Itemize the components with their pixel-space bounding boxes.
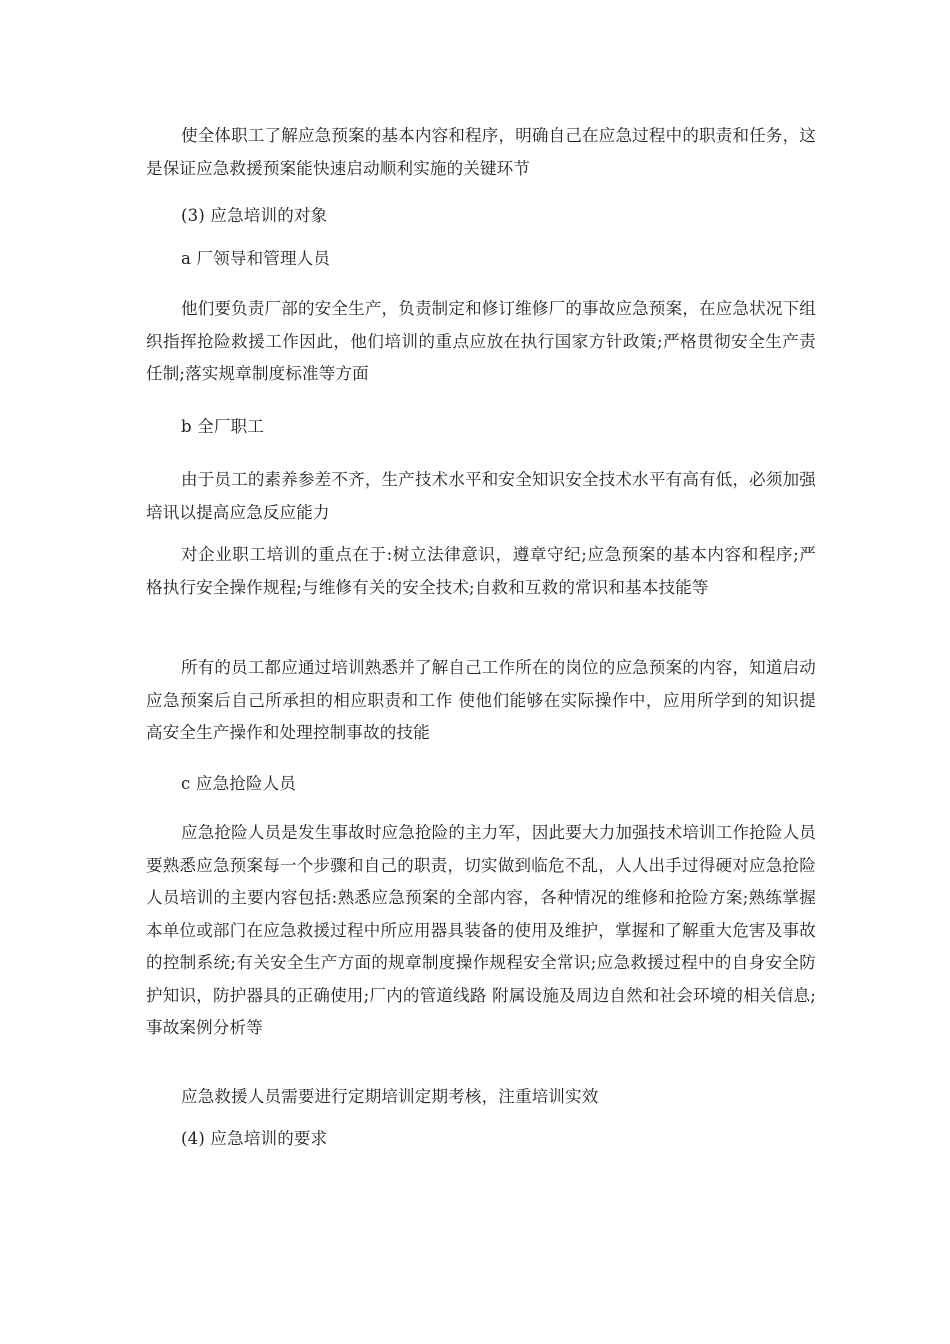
paragraph-staff-quality: 由于员工的素养参差不齐，生产技术水平和安全知识安全技术水平有高有低，必须加强培讯以提高应急反应能力 (146, 470, 816, 522)
subheading-emergency-responders: c 应急抢险人员 (181, 774, 297, 793)
paragraph-responders: 应急抢险人员是发生事故时应急抢险的主力军，因此要大力加强技术培训工作抢险人员要熟悉应急预案每一个步骤和自己的职责，切实做到临危不乱，人人出手过得硬对应急抢险人员培训的主要内容包括:熟悉应急预案的全部内容，各种情况的维修和抢险方案;熟练掌握本单位或部门在应急救援过程中所应用器具装备的使用及维护，掌握和了解重大危害及事故的控制系统;有关安全生产方面的规章制度操作规程安全常识;应急救援过程中的自身安全防护知识，防护器具的正确使用;厂内的管道线路 附属设施及周边自然和社会环境的相关信息;事故案例分析等 (146, 823, 816, 1037)
subheading-all-staff: b 全厂职工 (181, 417, 265, 436)
paragraph-managers: 他们要负责厂部的安全生产，负责制定和修订维修厂的事故应急预案，在应急状况下组织指挥抢险救援工作因此，他们培训的重点应放在执行国家方针政策;严格贯彻安全生产责任制;落实规章制度标准等方面 (146, 299, 816, 383)
paragraph-staff-duties: 所有的员工都应通过培训熟悉并了解自己工作所在的岗位的应急预案的内容，知道启动应急预案后自己所承担的相应职责和工作 使他们能够在实际操作中，应用所学到的知识提高安全生产操作和处理控制事故的技能 (146, 658, 816, 742)
paragraph-staff-training-focus: 对企业职工培训的重点在于:树立法律意识，遵章守纪;应急预案的基本内容和程序;严格执行安全操作规程;与维修有关的安全技术;自救和互救的常识和基本技能等 (146, 545, 816, 597)
section-heading-training-targets: (3) 应急培训的对象 (181, 206, 328, 225)
paragraph-plan-purpose: 使全体职工了解应急预案的基本内容和程序，明确自己在应急过程中的职责和任务，这是保证应急救援预案能快速启动顺利实施的关键环节 (146, 126, 816, 178)
subheading-managers: a 厂领导和管理人员 (181, 249, 331, 268)
paragraph-periodic-assessment: 应急救援人员需要进行定期培训定期考核，注重培训实效 (181, 1087, 599, 1106)
section-heading-training-requirements: (4) 应急培训的要求 (181, 1129, 328, 1148)
